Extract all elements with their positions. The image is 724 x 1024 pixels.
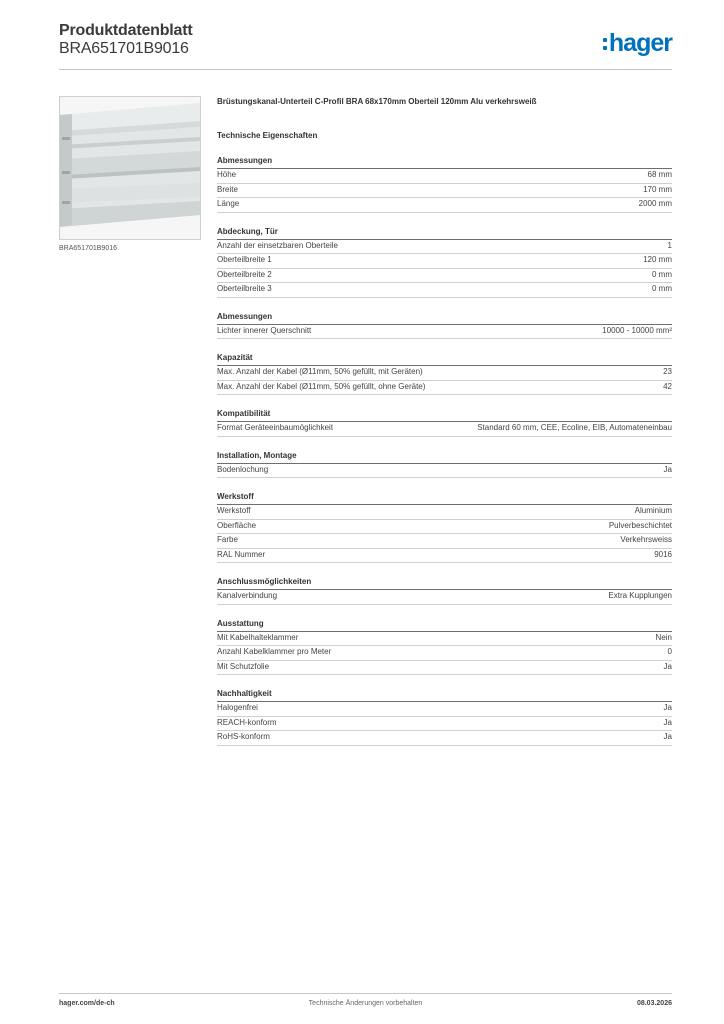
spec-label: Mit Kabelhalteklammer (217, 632, 299, 642)
spec-label: Anzahl der einsetzbaren Oberteile (217, 240, 338, 250)
spec-value: Verkehrsweiss (620, 535, 672, 544)
spec-value: 0 mm (652, 284, 672, 293)
spec-row (217, 381, 672, 396)
specification-sections (217, 155, 672, 746)
spec-value: 1 (667, 240, 672, 250)
footer-website-link[interactable]: hager.com/de-ch (59, 1000, 115, 1007)
spec-label: Halogenfrei (217, 703, 258, 712)
spec-section (217, 618, 672, 676)
spec-row (217, 702, 672, 717)
footer-disclaimer: Technische Änderungen vorbehalten (308, 1000, 423, 1007)
spec-label: Anzahl Kabelklammer pro Meter (217, 647, 332, 656)
spec-value: Ja (663, 464, 672, 474)
spec-row (217, 184, 672, 199)
spec-value: 42 (663, 381, 672, 391)
spec-row (217, 198, 672, 213)
spec-value: Ja (663, 703, 672, 712)
spec-label: Kanalverbindung (217, 591, 278, 600)
spec-label: Lichter innerer Querschnitt (217, 325, 312, 335)
hager-logo (603, 28, 672, 58)
spec-label: Oberfläche (217, 520, 257, 530)
logo-colon-icon (603, 35, 608, 52)
spec-row (217, 505, 672, 520)
spec-value: Ja (663, 717, 672, 727)
spec-value: Extra Kupplungen (608, 591, 672, 600)
spec-row (217, 520, 672, 535)
spec-label: Breite (217, 184, 238, 194)
spec-value: Aluminium (634, 506, 672, 515)
spec-row (217, 590, 672, 605)
spec-row (217, 269, 672, 284)
cable-trunking-photo-icon (60, 97, 200, 239)
page-footer (59, 993, 672, 1014)
spec-row (217, 661, 672, 676)
spec-label: Oberteilbreite 2 (217, 269, 272, 279)
spec-label: RAL Nummer (217, 549, 266, 559)
spec-section-title: Abmessungen (217, 311, 672, 325)
spec-label: Max. Anzahl der Kabel (Ø11mm, 50% gefüllt, mit Geräten) (217, 367, 423, 376)
spec-section-title: Kompatibilität (217, 408, 672, 422)
spec-row (217, 534, 672, 549)
technical-properties-heading: Technische Eigenschaften (217, 131, 318, 140)
spec-row (217, 254, 672, 269)
spec-value: 9016 (654, 549, 672, 559)
spec-label: Bodenlochung (217, 464, 269, 474)
spec-value: 120 mm (643, 255, 672, 264)
spec-value: 23 (663, 367, 672, 376)
spec-section (217, 155, 672, 213)
product-name: Brüstungskanal-Unterteil C-Profil BRA 68x170mm Oberteil 120mm Alu verkehrsweiß (217, 97, 537, 106)
spec-label: Werkstoff (217, 506, 251, 515)
spec-label: REACH-konform (217, 717, 277, 727)
spec-section (217, 226, 672, 298)
header-divider (59, 69, 672, 70)
spec-value: 0 (667, 647, 672, 656)
spec-section-title: Kapazität (217, 352, 672, 366)
spec-row (217, 283, 672, 298)
document-title: Produktdatenblatt (59, 22, 193, 39)
spec-row (217, 240, 672, 255)
spec-value: Ja (663, 661, 672, 671)
spec-section-title: Abdeckung, Tür (217, 226, 672, 240)
spec-row (217, 731, 672, 746)
spec-section (217, 491, 672, 563)
spec-label: Oberteilbreite 1 (217, 255, 272, 264)
spec-row (217, 464, 672, 479)
spec-value: 10000 - 10000 mm² (602, 325, 672, 335)
spec-label: Format Geräteeinbaumöglichkeit (217, 423, 334, 432)
spec-value: Standard 60 mm, CEE, Ecoline, EIB, Automateneinbau (477, 423, 672, 432)
image-caption: BRA651701B9016 (59, 245, 117, 252)
spec-row (217, 422, 672, 437)
spec-section (217, 450, 672, 479)
spec-label: Farbe (217, 535, 238, 544)
spec-row (217, 717, 672, 732)
spec-row (217, 169, 672, 184)
spec-value: Ja (663, 732, 672, 741)
spec-row (217, 632, 672, 647)
spec-label: Oberteilbreite 3 (217, 284, 272, 293)
spec-label: Höhe (217, 170, 237, 179)
spec-value: 68 mm (647, 170, 672, 179)
spec-value: 0 mm (652, 269, 672, 279)
spec-value: Pulverbeschichtet (608, 520, 672, 530)
spec-value: 170 mm (643, 184, 672, 194)
spec-section (217, 688, 672, 746)
spec-section-title: Anschlussmöglichkeiten (217, 576, 672, 590)
spec-row (217, 646, 672, 661)
spec-row (217, 366, 672, 381)
spec-row (217, 549, 672, 564)
spec-section (217, 576, 672, 605)
spec-label: RoHS-konform (217, 732, 270, 741)
spec-section-title: Nachhaltigkeit (217, 688, 672, 702)
product-sku: BRA651701B9016 (59, 40, 189, 57)
spec-label: Länge (217, 199, 240, 208)
spec-value: Nein (655, 632, 672, 642)
spec-section (217, 352, 672, 395)
spec-value: 2000 mm (638, 199, 672, 208)
spec-row (217, 325, 672, 340)
spec-section-title: Werkstoff (217, 491, 672, 505)
footer-date: 08.03.2026 (636, 1000, 672, 1007)
spec-section-title: Ausstattung (217, 618, 672, 632)
spec-section-title: Installation, Montage (217, 450, 672, 464)
spec-label: Max. Anzahl der Kabel (Ø11mm, 50% gefüllt, ohne Geräte) (217, 381, 426, 391)
page-header (59, 22, 672, 68)
spec-section-title: Abmessungen (217, 155, 672, 169)
logo-wordmark: hager (608, 29, 672, 57)
spec-label: Mit Schutzfolie (217, 661, 270, 671)
spec-section (217, 311, 672, 340)
product-details (217, 96, 672, 746)
product-image (59, 96, 201, 240)
spec-section (217, 408, 672, 437)
